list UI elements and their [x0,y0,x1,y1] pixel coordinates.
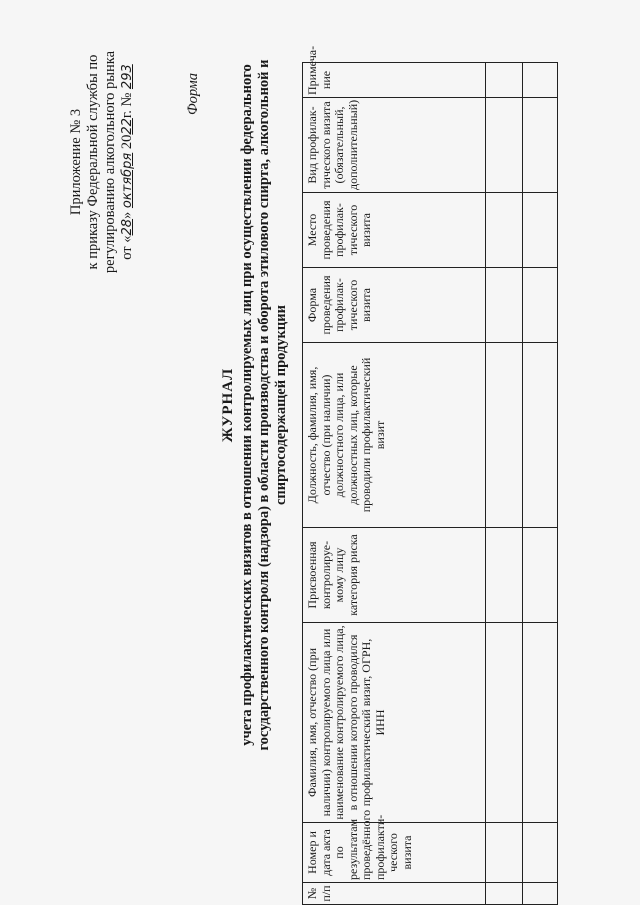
table-cell [523,343,558,528]
journal-heading: ЖУРНАЛ [220,367,236,443]
table-cell [486,528,523,623]
journal-title [220,55,290,755]
table-cell [523,623,558,823]
journal-title-line-3: спиртосодержащей продукции [273,305,289,505]
date-day: 28 [120,218,135,236]
table-cell [523,268,558,343]
column-header: Вид профилак-тического визита (обязательный, дополнительный) [303,98,486,193]
column-header: Место проведения профилак-тического визита [303,193,486,268]
table-header-row [303,63,486,905]
date-year: 22 [120,118,135,135]
column-header: № п/п [303,883,486,905]
table-cell [523,98,558,193]
form-label: Форма [185,73,201,115]
table-cell [523,193,558,268]
appendix-line-3: регулированию алкогольного рынка [102,50,118,274]
table-cell [486,883,523,905]
column-header: Фамилия, имя, отчество (при наличии) контролируемого лица или наименование контролируемого лица, в отношении которого проводился профилактический визит, ОГРН, ИНН [303,623,486,823]
date-prefix: от « [119,235,135,260]
column-header: Примеча-ние [303,63,486,98]
journal-title-line-1: учета профилактических визитов в отношении контролируемых лиц при осуществлении федерального [239,64,255,746]
table-cell [486,823,523,883]
column-header: Номер и дата акта по результатам проведённого профилакти-ческого визита [303,823,486,883]
year-suffix: г. № [119,92,135,119]
table-cell [486,623,523,823]
table-cell [523,823,558,883]
column-header: Должность, фамилия, имя, отчество (при наличии) должностного лица, или должностных лиц, которые проводили профилактический визит [303,343,486,528]
table-cell [486,98,523,193]
appendix-date-line [119,37,136,287]
appendix-line-2: к приказу Федеральной службы по [85,54,101,270]
table-cell [486,193,523,268]
table-cell [523,528,558,623]
column-header: Присвоенная контролируе-мому лицу категория риска [303,528,486,623]
table-cell [523,883,558,905]
appendix-block [68,37,136,287]
table-cell [523,63,558,98]
table-cell [486,268,523,343]
journal-table [302,45,558,905]
table-row [486,63,523,905]
appendix-number: Приложение № 3 [68,108,84,216]
column-header: Форма проведения профилак-тического визита [303,268,486,343]
date-mid: » [119,211,135,219]
table-cell [486,343,523,528]
order-number: 293 [120,64,135,90]
table-row [523,63,558,905]
date-month: октября [120,152,135,209]
year-prefix: 20 [119,134,135,150]
table-cell [486,63,523,98]
journal-title-line-2: государственного контроля (надзора) в области производства и оборота этилового спирта, алкогольной и [256,59,272,751]
